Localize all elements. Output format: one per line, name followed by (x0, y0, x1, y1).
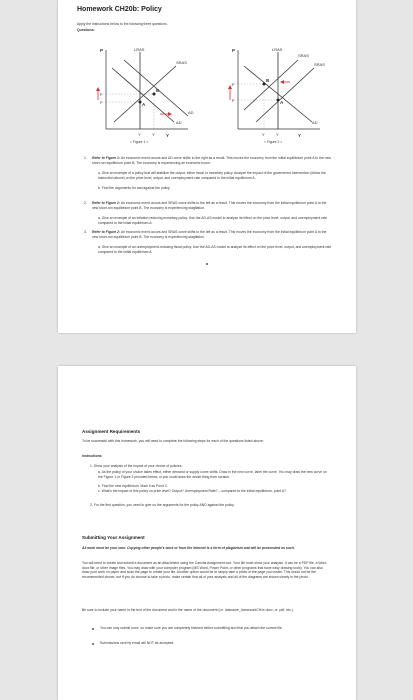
q2-body: An economic event occurs and SRAS curve shifts to the left as a result. This moves the economy from the initial equilibrium point A to the new short-run equilibrium point B. The economy is experiencing stagflation. (92, 201, 327, 210)
instruction-1b: b. Find the new equilibrium. Mark it as Point C. (98, 484, 169, 488)
q2-part-a: a. Give an example of an inflation-reducing monetary policy. Use the AD-AS model to analyze its effect on the price level, output, and unemployment rate compared to the initial equilibrium A. (98, 216, 328, 225)
q1-body: An economic event occurs and AD curve shifts to the right as a result. This moves the economy from the initial equilibrium point A to the new short-run equilibrium point B. The economy is experiencing an economic boom. (92, 156, 331, 165)
q1-text (92, 156, 332, 165)
instruction-1c: c. What's the impact of this policy on price level? Output? Unemployment Rate? – compared to the initial equilibrium, point A? (98, 489, 286, 493)
q3-text (92, 230, 332, 239)
q3-body: An economic event occurs and SRAS curve shifts to the left as a result. This moves the economy from the initial equilibrium point A to the new short-run equilibrium point B. The economy is experiencing stagflation. (92, 230, 327, 239)
q1-part-b: b. Find the arguments for and against the policy. (98, 186, 171, 190)
instruction-2: 2. For the first question, you need to give us the arguments for the policy AND against the policy. (90, 503, 235, 507)
requirements-intro: To be successful with this homework, you will need to complete the following steps for each of the questions listed above: (82, 439, 264, 443)
intro-text: Apply the instructions below to the following three questions. (77, 22, 168, 26)
cursor-dot (206, 263, 208, 265)
q3-number: 3. (84, 230, 87, 234)
requirements-title: Assignment Requirements (82, 429, 141, 434)
fig1-lras-label: LRAS (134, 47, 145, 52)
fig1-point-a: A (142, 102, 146, 107)
document-page-1 (58, 0, 356, 333)
q1-lead: Refer to Figure 1: (92, 156, 121, 160)
fig2-sras2-label: SRAS (314, 62, 325, 67)
fig1-sras-label: SRAS (176, 60, 187, 65)
fig2-y-axis: Y (298, 133, 302, 138)
submit-paragraph-2: Be sure to include your name in the text of the document and in the name of the document (i.e. lastname_homeworkCHxx.docx, or .pdf, etc.). (82, 608, 294, 612)
fig1-p-axis: P (100, 48, 104, 53)
fig2-sras1-label: SRAS (298, 53, 309, 58)
plagiarism-warning: All work must be your own. Copying other people's work or from the Internet is a form of plagiarism and will be prosecuted as such. (82, 546, 295, 550)
figure-2-graph (228, 42, 338, 140)
fig1-p2-label: P (100, 92, 103, 97)
instructions-label: Instructions: (82, 454, 103, 458)
q2-text (92, 201, 332, 210)
q1-part-a: a. Give an example of a policy that will stabilize the output, either fiscal or monetary policy. Analyze the impact of the government intervention (follow the instruction above) on the price level, output, and unemployment rate compared to the initial equilibrium A. (98, 171, 326, 180)
figure-2-caption: < Figure 2 > (264, 140, 283, 144)
fig1-point-b: B (156, 88, 160, 93)
fig2-point-b: B (266, 78, 270, 83)
figure-1-graph (96, 42, 206, 140)
bullet-icon (92, 628, 94, 630)
fig2-p1-label: P (232, 98, 235, 103)
q2-number: 2. (84, 201, 87, 205)
submit-paragraph-1: You will need to create and submit a document as an attachment using the Canvas Assignment tool. Your file must show your analysis. It can be a PDF file, a Word docx file, or other image files. You may draw with your computer program (MS Word, Power Point, or other programs that have easy drawing tools). You can also draw your work on paper and scan the page to create your file. Another option would be to simply take a photo of the page you create. This would not be the recommended choice, but if you do choose to take a photo, make certain that all of your analysis and all of the diagrams are shown clearly in the photo. (82, 561, 327, 579)
fig1-ad1-label: AD (176, 120, 182, 125)
fig1-y2-label: Y (152, 132, 155, 137)
fig2-point-a: A (280, 100, 284, 105)
fig1-y-axis: Y (166, 133, 170, 138)
fig2-y1-label: Y (276, 132, 279, 137)
fig1-y1-label: Y (138, 132, 141, 137)
submitting-title: Submitting Your Assignment (82, 535, 145, 540)
page-title: Homework CH20b: Policy (77, 6, 162, 13)
fig2-p2-label: P (232, 82, 235, 87)
fig2-y2-label: Y (262, 132, 265, 137)
fig2-lras-label: LRAS (272, 47, 283, 52)
document-page-2 (58, 366, 356, 700)
q2-lead: Refer to Figure 2: (92, 201, 121, 205)
instruction-1a: a. As the policy of your choice takes effect, either demand or supply curve shifts. Draw in the new curve, label the curve. You may draw the new curve on the Figure 1 or Figure 2 provided below, or you could draw the whole thing from scratch. (98, 470, 327, 479)
q3-part-a: a. Give an example of an unemployment-reducing fiscal policy. Use the AD-AS model to analyze its effect on the price level, output, and unemployment rate compared to the initial equilibrium A. (98, 245, 332, 254)
fig2-ad-label: AD (312, 120, 318, 125)
bullet-item-1: You can only submit once, so make sure you are completely finished before submitting and that you attach the correct file. (100, 626, 283, 630)
figure-1-caption: < Figure 1 > (130, 140, 149, 144)
q3-lead: Refer to Figure 2: (92, 230, 121, 234)
fig1-p1-label: P (100, 100, 103, 105)
questions-label: Questions: (77, 28, 95, 32)
bullet-icon (92, 643, 94, 645)
bullet-item-2: Submissions sent by email will NOT be accepted. (100, 641, 175, 645)
fig2-p-axis: P (232, 48, 236, 53)
instruction-1: 1. Show your analysis of the impact of your choice of policies. (90, 464, 183, 468)
q1-number: 1. (84, 156, 87, 160)
fig1-ad2-label: AD (188, 110, 194, 115)
